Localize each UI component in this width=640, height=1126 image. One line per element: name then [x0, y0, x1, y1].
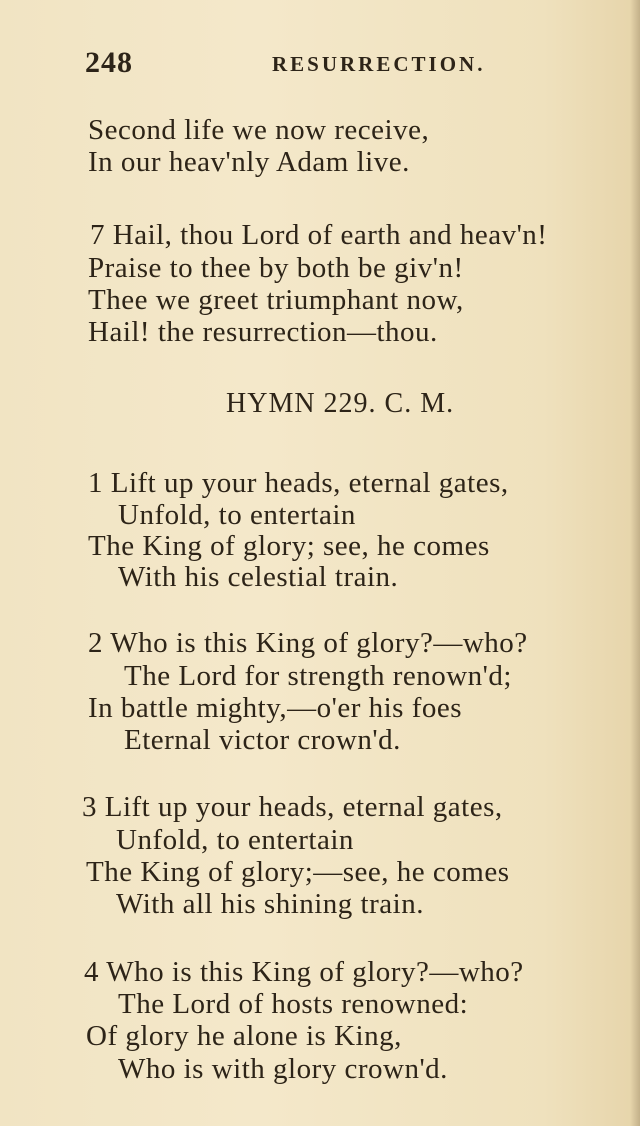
verse-line: With his celestial train.	[118, 561, 399, 593]
verse-line: The Lord for strength renown'd;	[124, 660, 512, 692]
verse-line: 4 Who is this King of glory?—who?	[84, 956, 524, 988]
verse-line: Eternal victor crown'd.	[124, 724, 401, 756]
verse-line: 7 Hail, thou Lord of earth and heav'n!	[90, 219, 548, 251]
page-edge-shadow	[630, 0, 640, 1126]
verse-line: With all his shining train.	[116, 888, 424, 920]
running-head: RESURRECTION.	[272, 52, 486, 76]
verse-line: Second life we now receive,	[88, 114, 430, 146]
page-number: 248	[85, 46, 133, 79]
verse-line: Thee we greet triumphant now,	[88, 284, 464, 316]
verse-line: Hail! the resurrection—thou.	[88, 316, 438, 348]
verse-line: The King of glory; see, he comes	[88, 530, 490, 562]
verse-line: 3 Lift up your heads, eternal gates,	[82, 791, 503, 823]
verse-line: In our heav'nly Adam live.	[88, 146, 410, 178]
verse-line: Unfold, to entertain	[118, 499, 356, 531]
verse-line: Who is with glory crown'd.	[118, 1053, 448, 1085]
verse-line: In battle mighty,—o'er his foes	[88, 692, 463, 724]
verse-line: The Lord of hosts renowned:	[118, 988, 469, 1020]
verse-line: The King of glory;—see, he comes	[86, 856, 510, 888]
verse-line: Of glory he alone is King,	[86, 1020, 402, 1052]
hymn-title: HYMN 229. C. M.	[226, 388, 455, 419]
verse-line: 1 Lift up your heads, eternal gates,	[88, 467, 509, 499]
verse-line: Unfold, to entertain	[116, 824, 354, 856]
verse-line: Praise to thee by both be giv'n!	[88, 252, 464, 284]
verse-line: 2 Who is this King of glory?—who?	[88, 627, 528, 659]
